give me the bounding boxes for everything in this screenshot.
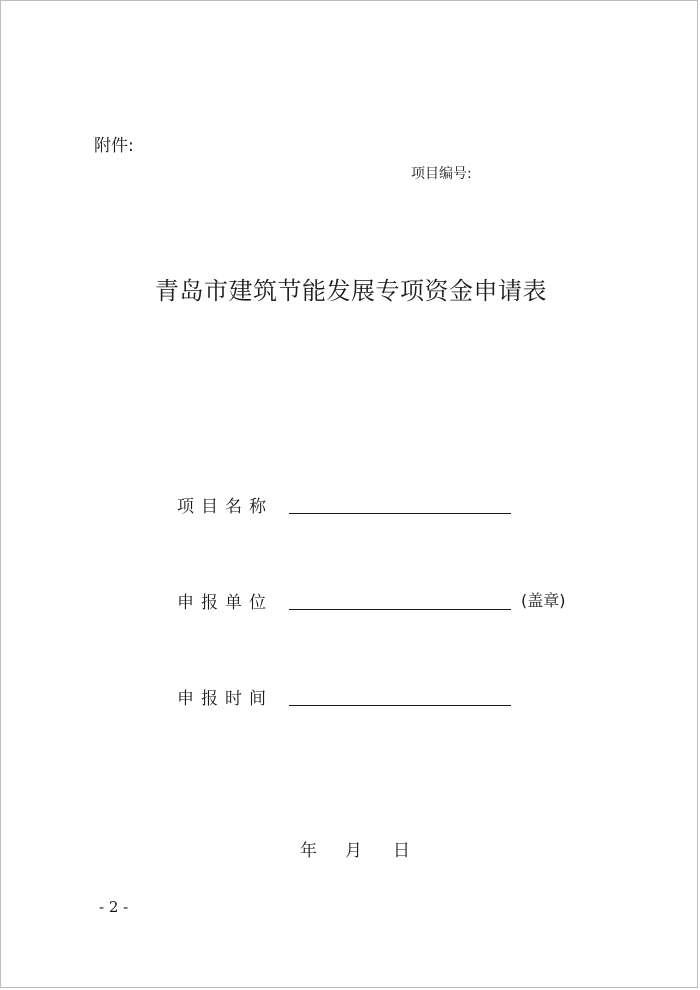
application-date-blank-line xyxy=(289,705,511,706)
project-name-blank-line xyxy=(289,513,511,514)
application-date-label: 申报时间 xyxy=(177,689,273,709)
project-number-label: 项目编号: xyxy=(411,166,472,182)
date-month-label: 月 xyxy=(345,841,362,861)
seal-note: (盖章) xyxy=(521,591,566,610)
applicant-unit-label: 申报单位 xyxy=(177,593,273,613)
document-title: 青岛市建筑节能发展专项资金申请表 xyxy=(155,277,547,305)
applicant-unit-blank-line xyxy=(289,609,511,610)
page-number: - 2 - xyxy=(99,898,129,916)
project-name-label: 项目名称 xyxy=(177,497,273,517)
date-day-label: 日 xyxy=(393,841,410,861)
date-year-label: 年 xyxy=(300,841,317,861)
attachment-label: 附件: xyxy=(94,136,134,156)
